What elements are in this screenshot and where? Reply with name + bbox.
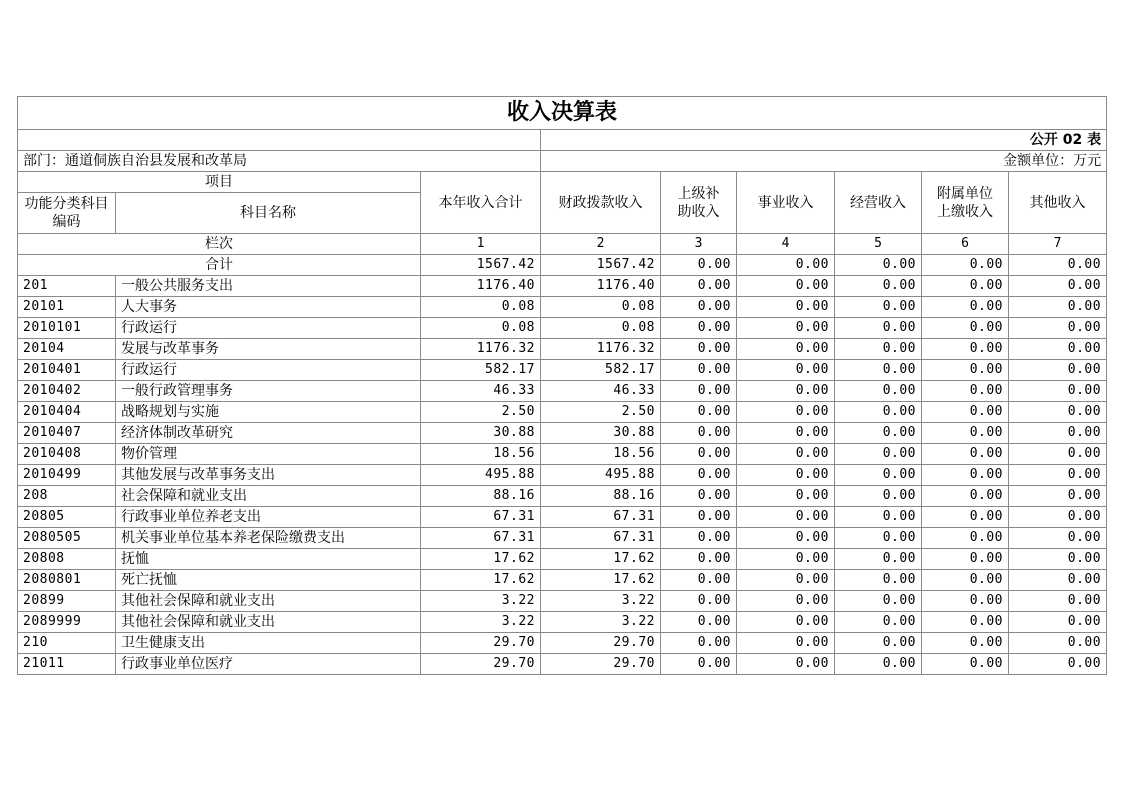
amount-cell: 0.00 <box>661 570 737 591</box>
amount-cell: 46.33 <box>421 381 541 402</box>
amount-cell: 0.00 <box>737 360 835 381</box>
subject-code: 20101 <box>18 297 116 318</box>
amount-cell: 29.70 <box>421 633 541 654</box>
amount-cell: 0.00 <box>835 549 922 570</box>
table-row <box>18 570 1107 591</box>
subject-code: 210 <box>18 633 116 654</box>
amount-cell: 0.00 <box>1009 507 1107 528</box>
header-total-income: 本年收入合计 <box>421 172 541 234</box>
amount-cell: 0.00 <box>922 381 1009 402</box>
amount-cell: 67.31 <box>421 507 541 528</box>
amount-cell: 0.00 <box>922 549 1009 570</box>
subject-name: 其他社会保障和就业支出 <box>116 591 421 612</box>
title-row <box>18 97 1107 130</box>
subject-name: 战略规划与实施 <box>116 402 421 423</box>
amount-cell: 0.00 <box>737 591 835 612</box>
total-value: 0.00 <box>737 255 835 276</box>
subject-name: 死亡抚恤 <box>116 570 421 591</box>
subject-code: 2010408 <box>18 444 116 465</box>
amount-cell: 0.00 <box>661 591 737 612</box>
subject-code: 208 <box>18 486 116 507</box>
amount-cell: 0.08 <box>541 318 661 339</box>
amount-cell: 0.00 <box>835 465 922 486</box>
amount-cell: 17.62 <box>421 549 541 570</box>
amount-cell: 46.33 <box>541 381 661 402</box>
subject-code: 2010401 <box>18 360 116 381</box>
subject-name: 其他社会保障和就业支出 <box>116 612 421 633</box>
amount-cell: 17.62 <box>541 570 661 591</box>
amount-cell: 2.50 <box>541 402 661 423</box>
subject-name: 行政运行 <box>116 318 421 339</box>
amount-cell: 0.00 <box>737 612 835 633</box>
table-row <box>18 423 1107 444</box>
subject-name: 行政事业单位养老支出 <box>116 507 421 528</box>
table-row <box>18 276 1107 297</box>
amount-cell: 0.00 <box>1009 339 1107 360</box>
amount-cell: 88.16 <box>541 486 661 507</box>
amount-cell: 0.00 <box>1009 402 1107 423</box>
subject-code: 2010101 <box>18 318 116 339</box>
meta-row <box>18 151 1107 172</box>
amount-cell: 1176.32 <box>421 339 541 360</box>
header-fiscal-income: 财政拨款收入 <box>541 172 661 234</box>
subject-name: 物价管理 <box>116 444 421 465</box>
amount-cell: 0.00 <box>737 318 835 339</box>
amount-cell: 0.00 <box>1009 423 1107 444</box>
total-value: 0.00 <box>835 255 922 276</box>
subject-name: 卫生健康支出 <box>116 633 421 654</box>
table-row <box>18 339 1107 360</box>
total-row <box>18 255 1107 276</box>
amount-cell: 0.00 <box>922 633 1009 654</box>
amount-cell: 18.56 <box>421 444 541 465</box>
header-superior-subsidy: 上级补助收入 <box>661 172 737 234</box>
subject-code: 20104 <box>18 339 116 360</box>
table-title: 收入决算表 <box>18 97 1107 130</box>
total-value: 0.00 <box>661 255 737 276</box>
subject-code: 21011 <box>18 654 116 675</box>
subject-code: 2089999 <box>18 612 116 633</box>
amount-cell: 0.00 <box>922 654 1009 675</box>
amount-cell: 17.62 <box>541 549 661 570</box>
amount-cell: 0.00 <box>661 318 737 339</box>
amount-cell: 67.31 <box>541 528 661 549</box>
amount-cell: 0.00 <box>835 360 922 381</box>
header-affiliated-income: 附属单位上缴收入 <box>922 172 1009 234</box>
amount-cell: 0.00 <box>1009 654 1107 675</box>
form-code-row <box>18 130 1107 151</box>
amount-cell: 0.00 <box>835 444 922 465</box>
subject-code: 201 <box>18 276 116 297</box>
table-row <box>18 633 1107 654</box>
amount-cell: 0.00 <box>1009 318 1107 339</box>
amount-cell: 0.00 <box>922 402 1009 423</box>
subject-name: 人大事务 <box>116 297 421 318</box>
amount-cell: 1176.32 <box>541 339 661 360</box>
column-index-row <box>18 234 1107 255</box>
amount-cell: 0.00 <box>922 444 1009 465</box>
table-row <box>18 486 1107 507</box>
table-row <box>18 381 1107 402</box>
table-row <box>18 591 1107 612</box>
amount-cell: 0.00 <box>1009 276 1107 297</box>
amount-cell: 67.31 <box>541 507 661 528</box>
amount-cell: 0.00 <box>661 360 737 381</box>
amount-cell: 0.00 <box>737 423 835 444</box>
subject-code: 2080505 <box>18 528 116 549</box>
subject-code: 2010402 <box>18 381 116 402</box>
amount-cell: 0.00 <box>922 570 1009 591</box>
header-row-1 <box>18 172 1107 193</box>
amount-cell: 495.88 <box>541 465 661 486</box>
amount-cell: 0.00 <box>661 297 737 318</box>
amount-cell: 0.00 <box>835 423 922 444</box>
total-label: 合计 <box>18 255 421 276</box>
col-number: 5 <box>835 234 922 255</box>
table-row <box>18 528 1107 549</box>
amount-cell: 0.00 <box>737 381 835 402</box>
amount-cell: 0.00 <box>1009 360 1107 381</box>
amount-cell: 0.00 <box>922 528 1009 549</box>
amount-cell: 3.22 <box>421 612 541 633</box>
header-business-income: 事业收入 <box>737 172 835 234</box>
col-number: 3 <box>661 234 737 255</box>
amount-cell: 0.00 <box>835 633 922 654</box>
amount-cell: 88.16 <box>421 486 541 507</box>
amount-cell: 0.00 <box>835 591 922 612</box>
amount-cell: 29.70 <box>541 654 661 675</box>
amount-cell: 0.00 <box>661 381 737 402</box>
amount-cell: 0.00 <box>835 486 922 507</box>
table-row <box>18 444 1107 465</box>
amount-cell: 0.08 <box>421 297 541 318</box>
amount-cell: 0.00 <box>1009 297 1107 318</box>
table-row <box>18 465 1107 486</box>
amount-cell: 0.00 <box>835 507 922 528</box>
subject-name: 抚恤 <box>116 549 421 570</box>
amount-cell: 0.00 <box>835 318 922 339</box>
amount-cell: 18.56 <box>541 444 661 465</box>
subject-name: 经济体制改革研究 <box>116 423 421 444</box>
table-row <box>18 360 1107 381</box>
amount-cell: 0.00 <box>737 402 835 423</box>
amount-cell: 0.00 <box>835 297 922 318</box>
subject-code: 2010404 <box>18 402 116 423</box>
amount-cell: 0.00 <box>737 465 835 486</box>
amount-cell: 0.00 <box>835 381 922 402</box>
amount-cell: 0.00 <box>922 339 1009 360</box>
amount-cell: 0.00 <box>922 507 1009 528</box>
amount-cell: 0.00 <box>835 402 922 423</box>
amount-cell: 0.00 <box>737 654 835 675</box>
amount-cell: 29.70 <box>541 633 661 654</box>
table-row <box>18 654 1107 675</box>
amount-cell: 0.00 <box>1009 528 1107 549</box>
amount-cell: 0.00 <box>737 549 835 570</box>
col-number: 2 <box>541 234 661 255</box>
subject-code: 2080801 <box>18 570 116 591</box>
amount-cell: 3.22 <box>541 612 661 633</box>
amount-cell: 0.00 <box>737 276 835 297</box>
amount-cell: 0.00 <box>922 276 1009 297</box>
amount-cell: 30.88 <box>541 423 661 444</box>
amount-cell: 0.00 <box>922 612 1009 633</box>
amount-cell: 67.31 <box>421 528 541 549</box>
subject-code: 2010499 <box>18 465 116 486</box>
amount-cell: 0.00 <box>661 486 737 507</box>
amount-cell: 2.50 <box>421 402 541 423</box>
subject-name: 一般公共服务支出 <box>116 276 421 297</box>
header-operating-income: 经营收入 <box>835 172 922 234</box>
amount-cell: 0.08 <box>421 318 541 339</box>
amount-cell: 0.00 <box>835 528 922 549</box>
subject-name: 发展与改革事务 <box>116 339 421 360</box>
unit-label: 金额单位：万元 <box>541 151 1107 172</box>
amount-cell: 0.00 <box>1009 465 1107 486</box>
total-value: 1567.42 <box>541 255 661 276</box>
amount-cell: 0.00 <box>835 276 922 297</box>
header-project: 项目 <box>18 172 421 193</box>
table-row <box>18 402 1107 423</box>
amount-cell: 17.62 <box>421 570 541 591</box>
amount-cell: 30.88 <box>421 423 541 444</box>
table-row <box>18 507 1107 528</box>
subject-name: 行政事业单位医疗 <box>116 654 421 675</box>
amount-cell: 0.00 <box>1009 591 1107 612</box>
amount-cell: 0.00 <box>1009 381 1107 402</box>
amount-cell: 0.08 <box>541 297 661 318</box>
amount-cell: 1176.40 <box>541 276 661 297</box>
table-row <box>18 612 1107 633</box>
amount-cell: 0.00 <box>1009 549 1107 570</box>
department-label: 部门：通道侗族自治县发展和改革局 <box>18 151 541 172</box>
amount-cell: 0.00 <box>1009 570 1107 591</box>
amount-cell: 0.00 <box>922 297 1009 318</box>
table-row <box>18 318 1107 339</box>
amount-cell: 0.00 <box>835 612 922 633</box>
amount-cell: 0.00 <box>1009 633 1107 654</box>
header-other-income: 其他收入 <box>1009 172 1107 234</box>
amount-cell: 0.00 <box>922 486 1009 507</box>
subject-name: 行政运行 <box>116 360 421 381</box>
amount-cell: 0.00 <box>661 465 737 486</box>
amount-cell: 0.00 <box>661 633 737 654</box>
amount-cell: 0.00 <box>1009 444 1107 465</box>
subject-name: 社会保障和就业支出 <box>116 486 421 507</box>
amount-cell: 29.70 <box>421 654 541 675</box>
form-code: 公开 02 表 <box>541 130 1107 151</box>
amount-cell: 0.00 <box>661 402 737 423</box>
amount-cell: 0.00 <box>661 339 737 360</box>
subject-name: 一般行政管理事务 <box>116 381 421 402</box>
col-number: 7 <box>1009 234 1107 255</box>
col-number: 6 <box>922 234 1009 255</box>
amount-cell: 0.00 <box>835 654 922 675</box>
total-value: 0.00 <box>1009 255 1107 276</box>
amount-cell: 0.00 <box>737 486 835 507</box>
amount-cell: 582.17 <box>541 360 661 381</box>
column-index-label: 栏次 <box>18 234 421 255</box>
amount-cell: 1176.40 <box>421 276 541 297</box>
amount-cell: 0.00 <box>661 654 737 675</box>
subject-code: 20808 <box>18 549 116 570</box>
col-number: 4 <box>737 234 835 255</box>
subject-code: 20899 <box>18 591 116 612</box>
amount-cell: 3.22 <box>421 591 541 612</box>
form-code-blank <box>18 130 541 151</box>
amount-cell: 0.00 <box>1009 612 1107 633</box>
col-number: 1 <box>421 234 541 255</box>
amount-cell: 0.00 <box>737 297 835 318</box>
amount-cell: 0.00 <box>835 570 922 591</box>
amount-cell: 0.00 <box>922 465 1009 486</box>
subject-name: 其他发展与改革事务支出 <box>116 465 421 486</box>
amount-cell: 0.00 <box>661 549 737 570</box>
amount-cell: 582.17 <box>421 360 541 381</box>
income-final-accounts-table <box>17 96 1107 675</box>
amount-cell: 495.88 <box>421 465 541 486</box>
total-value: 1567.42 <box>421 255 541 276</box>
amount-cell: 0.00 <box>737 528 835 549</box>
amount-cell: 0.00 <box>661 528 737 549</box>
amount-cell: 0.00 <box>737 633 835 654</box>
table-row <box>18 297 1107 318</box>
amount-cell: 0.00 <box>661 444 737 465</box>
amount-cell: 0.00 <box>922 318 1009 339</box>
table-row <box>18 549 1107 570</box>
header-func-code: 功能分类科目编码 <box>18 193 116 234</box>
amount-cell: 0.00 <box>661 612 737 633</box>
amount-cell: 0.00 <box>922 423 1009 444</box>
amount-cell: 0.00 <box>1009 486 1107 507</box>
amount-cell: 0.00 <box>737 444 835 465</box>
total-value: 0.00 <box>922 255 1009 276</box>
amount-cell: 0.00 <box>922 591 1009 612</box>
header-subject-name: 科目名称 <box>116 193 421 234</box>
subject-code: 2010407 <box>18 423 116 444</box>
amount-cell: 0.00 <box>661 276 737 297</box>
subject-name: 机关事业单位基本养老保险缴费支出 <box>116 528 421 549</box>
amount-cell: 0.00 <box>661 423 737 444</box>
amount-cell: 0.00 <box>737 570 835 591</box>
amount-cell: 0.00 <box>835 339 922 360</box>
amount-cell: 0.00 <box>737 507 835 528</box>
amount-cell: 0.00 <box>737 339 835 360</box>
subject-code: 20805 <box>18 507 116 528</box>
amount-cell: 0.00 <box>661 507 737 528</box>
amount-cell: 0.00 <box>922 360 1009 381</box>
amount-cell: 3.22 <box>541 591 661 612</box>
